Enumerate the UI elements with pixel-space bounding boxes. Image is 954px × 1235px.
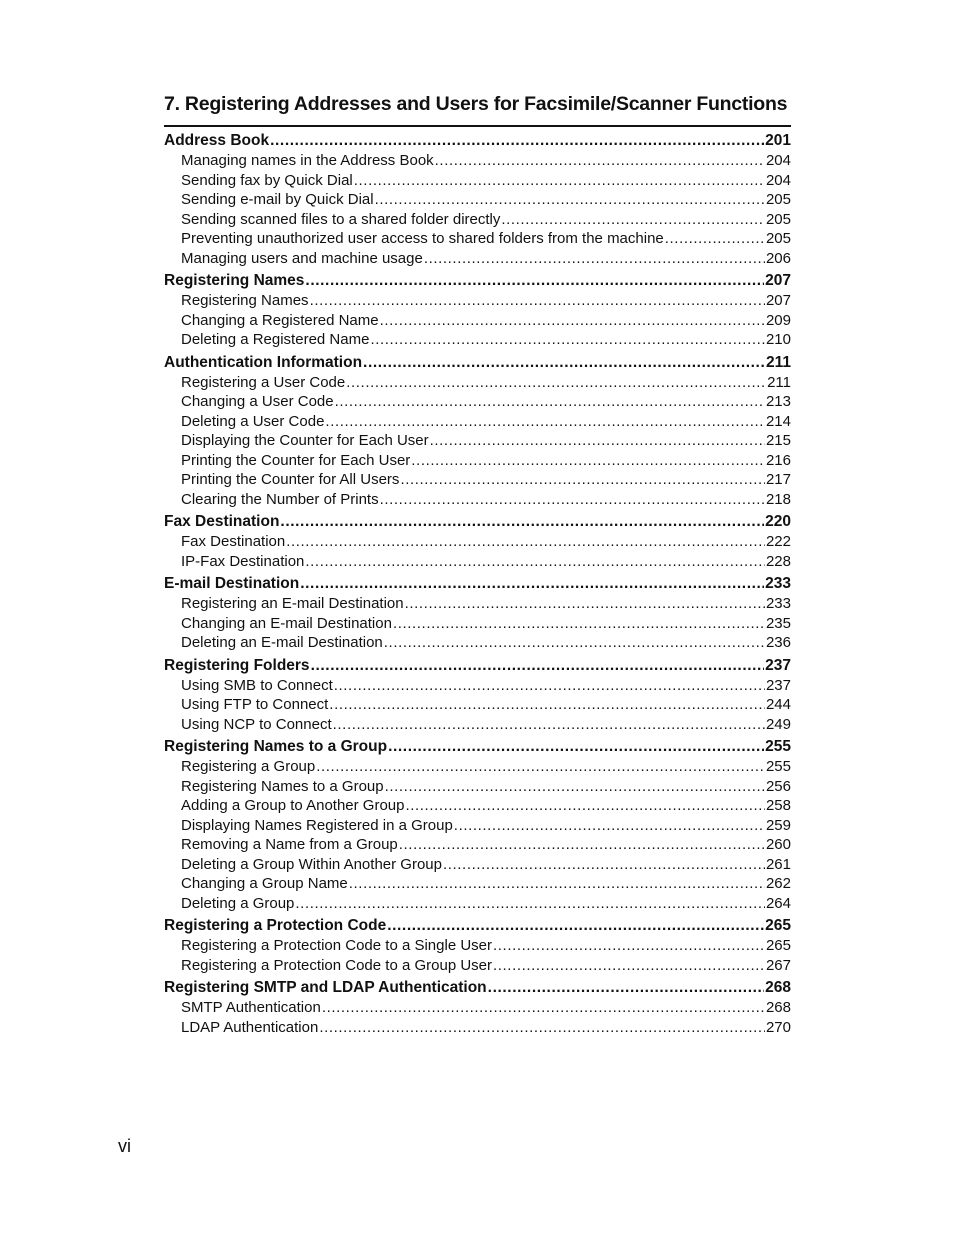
toc-entry[interactable] xyxy=(164,190,791,210)
dot-leader xyxy=(286,532,765,552)
toc-entry-page: 217 xyxy=(765,471,791,488)
toc-entry[interactable] xyxy=(164,532,791,552)
toc-entry-page: 264 xyxy=(765,894,791,912)
toc-entry-label: Changing an E-mail Destination xyxy=(181,614,392,632)
toc-entry[interactable] xyxy=(164,291,791,311)
toc-entry[interactable] xyxy=(164,816,791,836)
toc-entry[interactable] xyxy=(164,855,791,875)
dot-leader xyxy=(370,330,765,350)
toc-section-heading[interactable] xyxy=(164,978,791,998)
toc-entry[interactable] xyxy=(164,249,791,269)
toc-entry-page: 258 xyxy=(765,797,791,814)
toc-section xyxy=(164,656,791,735)
toc-entry-label: Registering SMTP and LDAP Authentication xyxy=(164,979,487,996)
toc-entry-page: 211 xyxy=(767,373,791,391)
toc-entry-page: 204 xyxy=(765,152,791,169)
toc-entry-page: 216 xyxy=(765,451,791,469)
toc-entry-label: Deleting a User Code xyxy=(181,412,325,430)
toc-section-heading[interactable] xyxy=(164,353,791,373)
dot-leader xyxy=(335,392,765,412)
toc-entry-label: Registering a Protection Code to a Group User xyxy=(181,956,492,974)
toc-entry-label: Registering Folders xyxy=(164,656,310,674)
toc-entry[interactable] xyxy=(164,777,791,797)
toc-entry-page: 207 xyxy=(765,272,791,289)
dot-leader xyxy=(354,171,765,191)
dot-leader xyxy=(384,633,765,653)
toc-section-heading[interactable] xyxy=(164,512,791,532)
dot-leader xyxy=(430,431,765,451)
dot-leader xyxy=(388,737,764,757)
toc-entry-label: Using FTP to Connect xyxy=(181,696,329,713)
toc-section xyxy=(164,271,791,350)
toc-entry-label: Using NCP to Connect xyxy=(181,715,332,733)
dot-leader xyxy=(488,978,764,998)
toc-entry-page: 259 xyxy=(765,816,791,834)
toc-entry-page: 265 xyxy=(765,937,791,954)
toc-entry-page: 207 xyxy=(765,292,791,309)
toc-entry-label: Registering an E-mail Destination xyxy=(181,595,404,612)
toc-entry-label: Deleting an E-mail Destination xyxy=(181,634,383,651)
toc-section xyxy=(164,131,791,268)
toc-entry[interactable] xyxy=(164,956,791,976)
toc-section-heading[interactable] xyxy=(164,271,791,291)
toc-entry-page: 222 xyxy=(765,533,791,550)
dot-leader xyxy=(270,131,764,151)
toc-entry-page: 233 xyxy=(765,575,791,592)
toc-entry-label: Fax Destination xyxy=(164,513,280,530)
toc-entry[interactable] xyxy=(164,695,791,715)
toc-entry-label: Registering a Protection Code xyxy=(164,917,387,934)
toc-entry-label: Displaying the Counter for Each User xyxy=(181,432,429,449)
toc-entry[interactable] xyxy=(164,796,791,816)
toc-entry-label: Sending fax by Quick Dial xyxy=(181,171,353,189)
toc-entry-page: 228 xyxy=(765,552,791,570)
dot-leader xyxy=(300,574,764,594)
toc-section xyxy=(164,737,791,913)
toc-entry-label: Preventing unauthorized user access to shared folders from the machine xyxy=(181,230,664,247)
toc-entry-page: 220 xyxy=(765,513,791,530)
page-number: vi xyxy=(118,1136,131,1156)
dot-leader xyxy=(399,835,765,855)
toc-entry[interactable] xyxy=(164,490,791,510)
dot-leader xyxy=(385,777,765,797)
toc-entry-label: Printing the Counter for All Users xyxy=(181,471,400,488)
toc-entry-label: Printing the Counter for Each User xyxy=(181,451,411,469)
toc-entry[interactable] xyxy=(164,998,791,1018)
dot-leader xyxy=(405,594,765,614)
toc-entry-page: 260 xyxy=(765,836,791,853)
toc-entry[interactable] xyxy=(164,676,791,696)
dot-leader xyxy=(316,757,765,777)
toc-entry[interactable] xyxy=(164,470,791,490)
toc-entry-label: Deleting a Registered Name xyxy=(181,331,370,348)
toc-entry[interactable] xyxy=(164,633,791,653)
toc-entry-label: Changing a Registered Name xyxy=(181,311,379,329)
dot-leader xyxy=(665,229,765,249)
toc-entry-page: 233 xyxy=(765,595,791,612)
toc-entry-page: 206 xyxy=(765,249,791,267)
toc-entry-page: 261 xyxy=(765,855,791,873)
toc-entry[interactable] xyxy=(164,412,791,432)
toc-entry-page: 268 xyxy=(765,979,791,996)
toc-entry-label: Registering a User Code xyxy=(181,373,346,391)
toc-entry[interactable] xyxy=(164,614,791,634)
dot-leader xyxy=(363,353,765,373)
toc-entry-label: Address Book xyxy=(164,132,270,149)
toc-section-heading[interactable] xyxy=(164,916,791,936)
toc-entry-label: Managing users and machine usage xyxy=(181,249,423,267)
dot-leader xyxy=(349,874,765,894)
dot-leader xyxy=(380,311,765,331)
toc-entry[interactable] xyxy=(164,894,791,914)
toc-entry-label: Registering Names xyxy=(164,272,305,289)
toc-entry-page: 268 xyxy=(765,999,791,1016)
toc-entry[interactable] xyxy=(164,835,791,855)
toc-entry-page: 270 xyxy=(765,1018,791,1036)
toc-entry-page: 218 xyxy=(765,490,791,508)
toc-entry-page: 205 xyxy=(765,210,791,228)
toc-entry-label: LDAP Authentication xyxy=(181,1018,319,1036)
dot-leader xyxy=(501,210,765,230)
toc-entry-label: Using SMB to Connect xyxy=(181,676,333,694)
dot-leader xyxy=(322,998,765,1018)
toc-entry-page: 204 xyxy=(765,171,791,189)
dot-leader xyxy=(400,470,765,490)
dot-leader xyxy=(454,816,765,836)
toc-entry-page: 214 xyxy=(765,412,791,430)
toc-entry-label: E-mail Destination xyxy=(164,575,300,592)
toc-entry-label: Displaying Names Registered in a Group xyxy=(181,816,453,834)
toc-entry-label: Deleting a Group xyxy=(181,894,295,912)
dot-leader xyxy=(280,512,764,532)
toc-entry[interactable] xyxy=(164,311,791,331)
dot-leader xyxy=(333,715,765,735)
toc-entry-label: Registering Names to a Group xyxy=(181,777,384,795)
toc-entry-label: Changing a User Code xyxy=(181,393,334,410)
toc-entry-label: Registering Names to a Group xyxy=(164,738,388,755)
toc-entry-page: 235 xyxy=(765,614,791,632)
toc-entry-page: 209 xyxy=(765,311,791,329)
dot-leader xyxy=(493,936,765,956)
toc-entry-page: 244 xyxy=(765,696,791,713)
dot-leader xyxy=(295,894,765,914)
toc-entry-page: 255 xyxy=(765,758,791,775)
toc-entry-page: 213 xyxy=(765,393,791,410)
chapter-title: 7. Registering Addresses and Users for Facsimile/Scanner Functions xyxy=(164,93,788,115)
toc-entry[interactable] xyxy=(164,936,791,956)
toc-entry-label: Changing a Group Name xyxy=(181,875,348,892)
dot-leader xyxy=(305,552,765,572)
toc-entry[interactable] xyxy=(164,151,791,171)
toc-section xyxy=(164,978,791,1037)
toc-entry-page: 210 xyxy=(765,331,791,348)
toc-entry-page: 236 xyxy=(765,634,791,651)
toc-entry-label: Removing a Name from a Group xyxy=(181,836,398,853)
toc-entry[interactable] xyxy=(164,330,791,350)
toc-section-heading[interactable] xyxy=(164,656,791,676)
toc-section xyxy=(164,353,791,510)
toc-entry-label: IP-Fax Destination xyxy=(181,552,305,570)
toc-entry-label: Sending e-mail by Quick Dial xyxy=(181,191,374,208)
dot-leader xyxy=(393,614,765,634)
dot-leader xyxy=(435,151,765,171)
toc-entry[interactable] xyxy=(164,552,791,572)
toc-entry[interactable] xyxy=(164,874,791,894)
toc-entry-label: Registering a Protection Code to a Single User xyxy=(181,937,493,954)
toc-entry-label: Clearing the Number of Prints xyxy=(181,490,379,508)
toc-entry[interactable] xyxy=(164,229,791,249)
toc-entry-label: Registering a Group xyxy=(181,758,316,775)
dot-leader xyxy=(311,656,765,676)
toc-entry[interactable] xyxy=(164,392,791,412)
toc-entry-page: 215 xyxy=(765,432,791,449)
dot-leader xyxy=(310,291,765,311)
toc-section-heading[interactable] xyxy=(164,574,791,594)
toc-entry-page: 205 xyxy=(765,191,791,208)
toc-entry-page: 211 xyxy=(765,353,791,371)
toc-entry-page: 262 xyxy=(765,875,791,892)
toc-entry[interactable] xyxy=(164,594,791,614)
toc-section xyxy=(164,916,791,975)
dot-leader xyxy=(319,1018,765,1038)
toc-entry-label: Adding a Group to Another Group xyxy=(181,797,405,814)
table-of-contents xyxy=(164,131,791,1037)
toc-entry[interactable] xyxy=(164,431,791,451)
toc-entry-page: 201 xyxy=(765,132,791,149)
dot-leader xyxy=(380,490,765,510)
dot-leader xyxy=(329,695,765,715)
toc-entry-page: 256 xyxy=(765,777,791,795)
dot-leader xyxy=(375,190,765,210)
toc-entry-page: 265 xyxy=(765,917,791,934)
dot-leader xyxy=(334,676,765,696)
toc-section xyxy=(164,574,791,653)
toc-entry-page: 249 xyxy=(765,715,791,733)
dot-leader xyxy=(424,249,765,269)
dot-leader xyxy=(387,916,764,936)
dot-leader xyxy=(493,956,765,976)
dot-leader xyxy=(411,451,765,471)
toc-entry-label: Fax Destination xyxy=(181,533,286,550)
toc-entry-label: Deleting a Group Within Another Group xyxy=(181,855,442,873)
toc-entry-label: Registering Names xyxy=(181,292,309,309)
toc-entry[interactable] xyxy=(164,757,791,777)
toc-entry-label: Authentication Information xyxy=(164,353,363,371)
toc-entry[interactable] xyxy=(164,1018,791,1038)
dot-leader xyxy=(443,855,765,875)
dot-leader xyxy=(405,796,764,816)
toc-section xyxy=(164,512,791,571)
toc-entry-label: Sending scanned files to a shared folder directly xyxy=(181,210,501,228)
dot-leader xyxy=(346,373,766,393)
title-rule xyxy=(164,125,791,127)
toc-entry-page: 255 xyxy=(765,738,791,755)
toc-entry-page: 237 xyxy=(765,656,791,674)
toc-entry[interactable] xyxy=(164,451,791,471)
toc-entry-label: SMTP Authentication xyxy=(181,999,321,1016)
toc-entry[interactable] xyxy=(164,373,791,393)
toc-entry-label: Managing names in the Address Book xyxy=(181,152,434,169)
toc-entry-page: 205 xyxy=(765,230,791,247)
toc-entry[interactable] xyxy=(164,210,791,230)
dot-leader xyxy=(325,412,765,432)
dot-leader xyxy=(305,271,764,291)
toc-entry[interactable] xyxy=(164,171,791,191)
toc-section-heading[interactable] xyxy=(164,131,791,151)
toc-entry-page: 267 xyxy=(765,956,791,974)
toc-entry[interactable] xyxy=(164,715,791,735)
toc-entry-page: 237 xyxy=(765,676,791,694)
toc-section-heading[interactable] xyxy=(164,737,791,757)
